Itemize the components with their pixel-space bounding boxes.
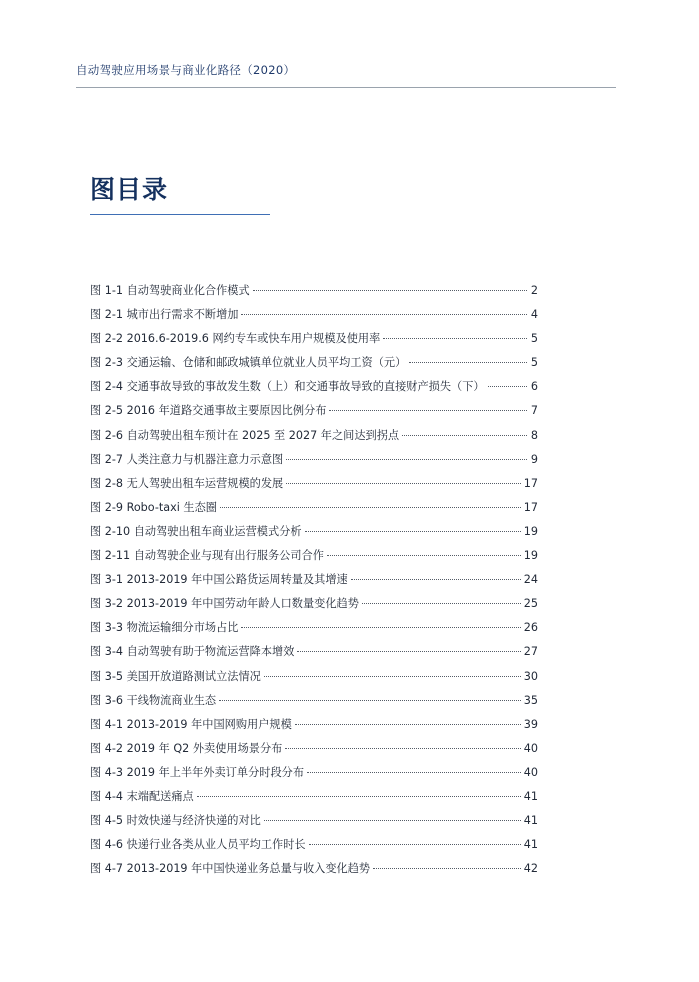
- leader-dots: [307, 772, 521, 773]
- toc-entry[interactable]: [90, 451, 538, 475]
- toc-entry-label: 图 2-5 2016 年道路交通事故主要原因比例分布: [90, 404, 327, 418]
- toc-entry-label: 图 4-5 时效快递与经济快递的对比: [90, 814, 261, 828]
- toc-entry-page: 6: [530, 380, 538, 394]
- leader-dots: [285, 748, 520, 749]
- toc-entry[interactable]: [90, 740, 538, 764]
- toc-entry-label: 图 3-3 物流运输细分市场占比: [90, 621, 239, 635]
- toc-entry-page: 35: [523, 693, 538, 707]
- toc-entry[interactable]: [90, 812, 538, 836]
- leader-dots: [329, 410, 527, 411]
- leader-dots: [241, 627, 520, 628]
- toc-entry[interactable]: [90, 595, 538, 619]
- toc-entry-page: 5: [530, 332, 538, 346]
- toc-entry-page: 42: [523, 862, 538, 876]
- leader-dots: [309, 844, 521, 845]
- toc-entry-label: 图 3-6 干线物流商业生态: [90, 693, 217, 707]
- leader-dots: [295, 724, 521, 725]
- toc-entry[interactable]: [90, 475, 538, 499]
- toc-entry-label: 图 3-2 2013-2019 年中国劳动年龄人口数量变化趋势: [90, 597, 359, 611]
- toc-entry[interactable]: [90, 282, 538, 306]
- toc-entry-page: 39: [523, 717, 538, 731]
- toc-entry-label: 图 2-1 城市出行需求不断增加: [90, 308, 239, 322]
- toc-entry[interactable]: [90, 571, 538, 595]
- page-title: 图目录: [90, 175, 169, 204]
- toc-entry-page: 4: [530, 308, 538, 322]
- toc-entry[interactable]: [90, 523, 538, 547]
- figure-list: [90, 282, 538, 884]
- toc-entry-page: 40: [523, 765, 538, 779]
- toc-entry[interactable]: [90, 836, 538, 860]
- toc-entry-label: 图 2-11 自动驾驶企业与现有出行服务公司合作: [90, 549, 324, 563]
- leader-dots: [241, 314, 527, 315]
- toc-entry-label: 图 2-2 2016.6-2019.6 网约专车或快车用户规模及使用率: [90, 332, 381, 346]
- toc-entry-label: 图 2-7 人类注意力与机器注意力示意图: [90, 452, 284, 466]
- header-title: 自动驾驶应用场景与商业化路径（2020）: [76, 63, 296, 77]
- toc-entry-page: 41: [523, 814, 538, 828]
- leader-dots: [409, 362, 527, 363]
- toc-entry[interactable]: [90, 860, 538, 884]
- toc-entry-label: 图 3-4 自动驾驶有助于物流运营降本增效: [90, 645, 295, 659]
- toc-entry-page: 41: [523, 789, 538, 803]
- toc-entry-label: 图 4-1 2013-2019 年中国网购用户规模: [90, 717, 292, 731]
- toc-entry-page: 24: [523, 573, 538, 587]
- toc-entry-label: 图 1-1 自动驾驶商业化合作模式: [90, 284, 250, 297]
- toc-entry[interactable]: [90, 619, 538, 643]
- toc-entry-page: 5: [530, 356, 538, 370]
- toc-entry-label: 图 2-3 交通运输、仓储和邮政城镇单位就业人员平均工资（元）: [90, 356, 407, 370]
- toc-entry[interactable]: [90, 306, 538, 330]
- toc-entry-page: 17: [523, 500, 538, 514]
- toc-entry[interactable]: [90, 499, 538, 523]
- toc-entry-label: 图 2-10 自动驾驶出租车商业运营模式分析: [90, 524, 302, 538]
- toc-entry-label: 图 3-1 2013-2019 年中国公路货运周转量及其增速: [90, 573, 348, 587]
- toc-entry[interactable]: [90, 643, 538, 667]
- toc-entry-page: 9: [530, 452, 538, 466]
- toc-entry[interactable]: [90, 716, 538, 740]
- toc-entry-page: 19: [523, 524, 538, 538]
- toc-entry[interactable]: [90, 427, 538, 451]
- toc-entry[interactable]: [90, 330, 538, 354]
- toc-entry-label: 图 2-6 自动驾驶出租车预计在 2025 至 2027 年之间达到拐点: [90, 428, 400, 442]
- title-underline: [90, 214, 270, 215]
- toc-entry[interactable]: [90, 788, 538, 812]
- leader-dots: [373, 868, 521, 869]
- toc-entry-page: 40: [523, 741, 538, 755]
- toc-entry[interactable]: [90, 692, 538, 716]
- toc-entry-page: 19: [523, 549, 538, 563]
- leader-dots: [305, 531, 521, 532]
- running-header: [76, 62, 616, 78]
- leader-dots: [264, 820, 521, 821]
- toc-entry-page: 41: [523, 838, 538, 852]
- leader-dots: [297, 651, 520, 652]
- leader-dots: [220, 507, 521, 508]
- leader-dots: [286, 459, 527, 460]
- leader-dots: [253, 290, 527, 291]
- toc-entry-label: 图 4-4 末端配送痛点: [90, 789, 194, 803]
- toc-entry-label: 图 4-6 快递行业各类从业人员平均工作时长: [90, 838, 306, 852]
- toc-entry-page: 25: [523, 597, 538, 611]
- toc-entry-page: 17: [523, 476, 538, 490]
- toc-entry-page: 8: [530, 428, 538, 442]
- toc-entry-label: 图 4-2 2019 年 Q2 外卖使用场景分布: [90, 741, 283, 755]
- toc-entry-label: 图 2-9 Robo-taxi 生态圈: [90, 500, 217, 514]
- leader-dots: [383, 338, 527, 339]
- toc-entry-page: 7: [530, 404, 538, 418]
- toc-entry-page: 2: [530, 284, 538, 297]
- toc-entry-page: 26: [523, 621, 538, 635]
- leader-dots: [362, 603, 521, 604]
- header-divider: [76, 87, 616, 88]
- toc-entry-label: 图 2-8 无人驾驶出租车运营规模的发展: [90, 476, 284, 490]
- leader-dots: [264, 676, 521, 677]
- leader-dots: [488, 386, 527, 387]
- toc-entry[interactable]: [90, 354, 538, 378]
- leader-dots: [402, 435, 527, 436]
- toc-entry[interactable]: [90, 402, 538, 426]
- leader-dots: [327, 555, 521, 556]
- leader-dots: [197, 796, 521, 797]
- leader-dots: [219, 700, 521, 701]
- toc-entry-label: 图 4-3 2019 年上半年外卖订单分时段分布: [90, 765, 305, 779]
- toc-entry-label: 图 3-5 美国开放道路测试立法情况: [90, 669, 261, 683]
- toc-entry[interactable]: [90, 668, 538, 692]
- toc-entry[interactable]: [90, 764, 538, 788]
- toc-entry-page: 27: [523, 645, 538, 659]
- toc-entry-label: 图 4-7 2013-2019 年中国快递业务总量与收入变化趋势: [90, 862, 371, 876]
- toc-entry-label: 图 2-4 交通事故导致的事故发生数（上）和交通事故导致的直接财产损失（下）: [90, 380, 485, 394]
- leader-dots: [351, 579, 521, 580]
- toc-entry-page: 30: [523, 669, 538, 683]
- leader-dots: [286, 483, 521, 484]
- toc-entry[interactable]: [90, 378, 538, 402]
- toc-entry[interactable]: [90, 547, 538, 571]
